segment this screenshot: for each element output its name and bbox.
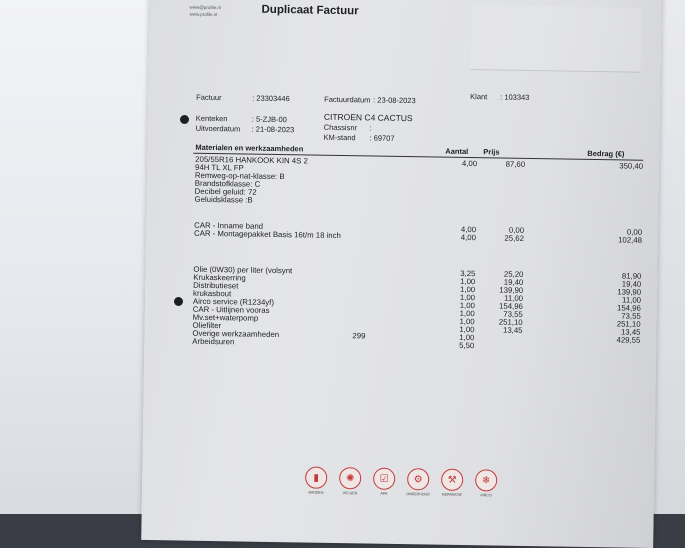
line-quantity: 4,00 [460,224,477,235]
line-quantity: 1,00 [459,316,475,327]
factuurdatum-label: Factuurdatum [324,94,371,105]
line-description: Arbeidsuren [192,336,235,347]
line-quantity: 1,00 [459,292,476,303]
line-code: 299 [352,331,366,341]
chassisnr-label: Chassisnr [323,122,358,133]
line-description: Decibel geluid: 72 [194,186,257,197]
battery-icon: ▮ [305,467,327,489]
vehicle-name: CITROEN C4 CACTUS [323,111,413,124]
footer-icon-label: REPARATIE [441,492,462,497]
line-quantity: 5,50 [459,340,475,351]
uitvoerdatum-value: : 21-08-2023 [251,124,295,135]
line-amount: 429,55 [616,335,641,345]
footer-icon-apk [370,468,398,496]
footer-icon-label: BANDEN [308,490,324,495]
contact-email: www@profile.nl [189,4,221,11]
line-description: Distributieset [193,280,239,291]
chassisnr-value: : [369,123,372,133]
line-amount: 0,00 [626,227,643,237]
footer-icon-airco [472,469,500,497]
line-price: 25,20 [503,269,524,279]
line-description: Brandstofklasse: C [194,178,261,189]
line-description: 205/55R16 HANKOOK KIN 4S 2 [195,154,308,166]
line-description: CAR - Montagepakket Basis 16t/m 18 inch [193,228,342,241]
line-amount: 13,45 [620,327,641,337]
footer-icon-label: VELGEN [342,491,358,496]
line-amount: 11,00 [622,295,642,305]
kenteken-value: : 5-ZJB-00 [251,114,287,125]
line-description: Olie (0W30) per liter (volsynt [193,264,293,276]
line-price: 19,40 [503,277,524,287]
kmstand-value: : 69707 [369,133,395,143]
invoice-paper [141,0,662,548]
line-price: 154,96 [498,301,523,311]
kenteken-label: Kenteken [195,113,228,124]
line-price: 73,55 [503,309,523,319]
line-price: 13,45 [502,325,523,335]
repair-icon: ⚒ [441,469,463,491]
footer-icon-banden [302,466,330,494]
footer-icon-reparatie [438,469,466,497]
line-description: Oliefilter [192,320,222,331]
line-price: 87,60 [505,159,526,169]
line-quantity: 1,00 [459,324,475,335]
line-price: 251,10 [498,317,523,327]
punch-hole-top [180,115,189,124]
factuur-value: : 23303446 [252,93,290,104]
line-description: krukasbout [193,288,232,299]
factuurdatum-value: : 23-08-2023 [373,95,416,106]
line-description: CAR - Inname band [194,220,264,231]
column-header-amount: Bedrag (€) [587,148,625,159]
contact-web: www.profile.nl [189,11,218,18]
line-quantity: 4,00 [460,232,477,243]
line-quantity: 3,25 [460,268,476,279]
klant-label: Klant [470,92,488,102]
footer-icon-label: APK [380,491,388,496]
column-header-desc: Materialen en werkzaamheden [195,142,304,154]
line-amount: 350,40 [619,161,644,171]
line-amount: 19,40 [621,279,642,289]
line-description: Overige werkzaamheden [192,328,280,340]
line-description: Remweg-op-nat-klasse: B [194,170,285,182]
line-amount: 139,90 [617,287,642,297]
wheel-icon: ✺ [339,467,361,489]
paper-fold [471,5,642,73]
aircon-icon: ❄ [475,469,497,491]
klant-value: : 103343 [500,92,530,102]
column-header-price: Prijs [483,147,500,157]
line-amount: 81,90 [621,271,642,281]
line-amount: 102,48 [618,235,643,245]
line-quantity: 1,00 [460,276,476,287]
line-description: Airco service (R1234yf) [192,296,275,307]
apk-icon: ☑ [373,468,395,490]
page-title: Duplicaat Factuur [261,3,359,18]
line-quantity: 1,00 [459,332,475,343]
line-quantity: 1,00 [459,300,475,311]
line-amount: 73,55 [621,311,641,321]
kmstand-label: KM-stand [323,132,356,143]
service-icon: ⚙ [407,468,429,490]
line-quantity: 4,00 [461,158,478,169]
line-quantity: 1,00 [459,308,475,319]
punch-hole-bottom [174,297,183,306]
line-description: Geluidsklasse :B [194,194,253,205]
column-header-qty: Aantal [445,146,469,157]
footer-icon-onderhoud [404,468,432,496]
line-quantity: 1,00 [459,284,476,295]
line-price: 25,62 [504,233,525,243]
line-amount: 251,10 [616,319,641,329]
line-description: Mv.set+waterpomp [192,312,259,323]
footer-icon-label: AIRCO [480,493,492,498]
footer-service-icons [302,466,523,509]
footer-icon-label: ONDERHOUD [406,492,430,497]
line-price: 11,00 [504,293,524,303]
uitvoerdatum-label: Uitvoerdatum [195,123,241,134]
line-description: CAR - Uitlijnen vooras [192,304,270,315]
footer-icon-velgen [336,467,364,495]
line-description: Krukaskeerring [193,272,246,283]
line-price: 139,90 [499,285,524,295]
line-description: 94H TL XL FP [194,162,244,173]
line-price: 0,00 [508,225,525,235]
line-amount: 154,96 [616,303,641,313]
factuur-label: Factuur [196,92,222,103]
